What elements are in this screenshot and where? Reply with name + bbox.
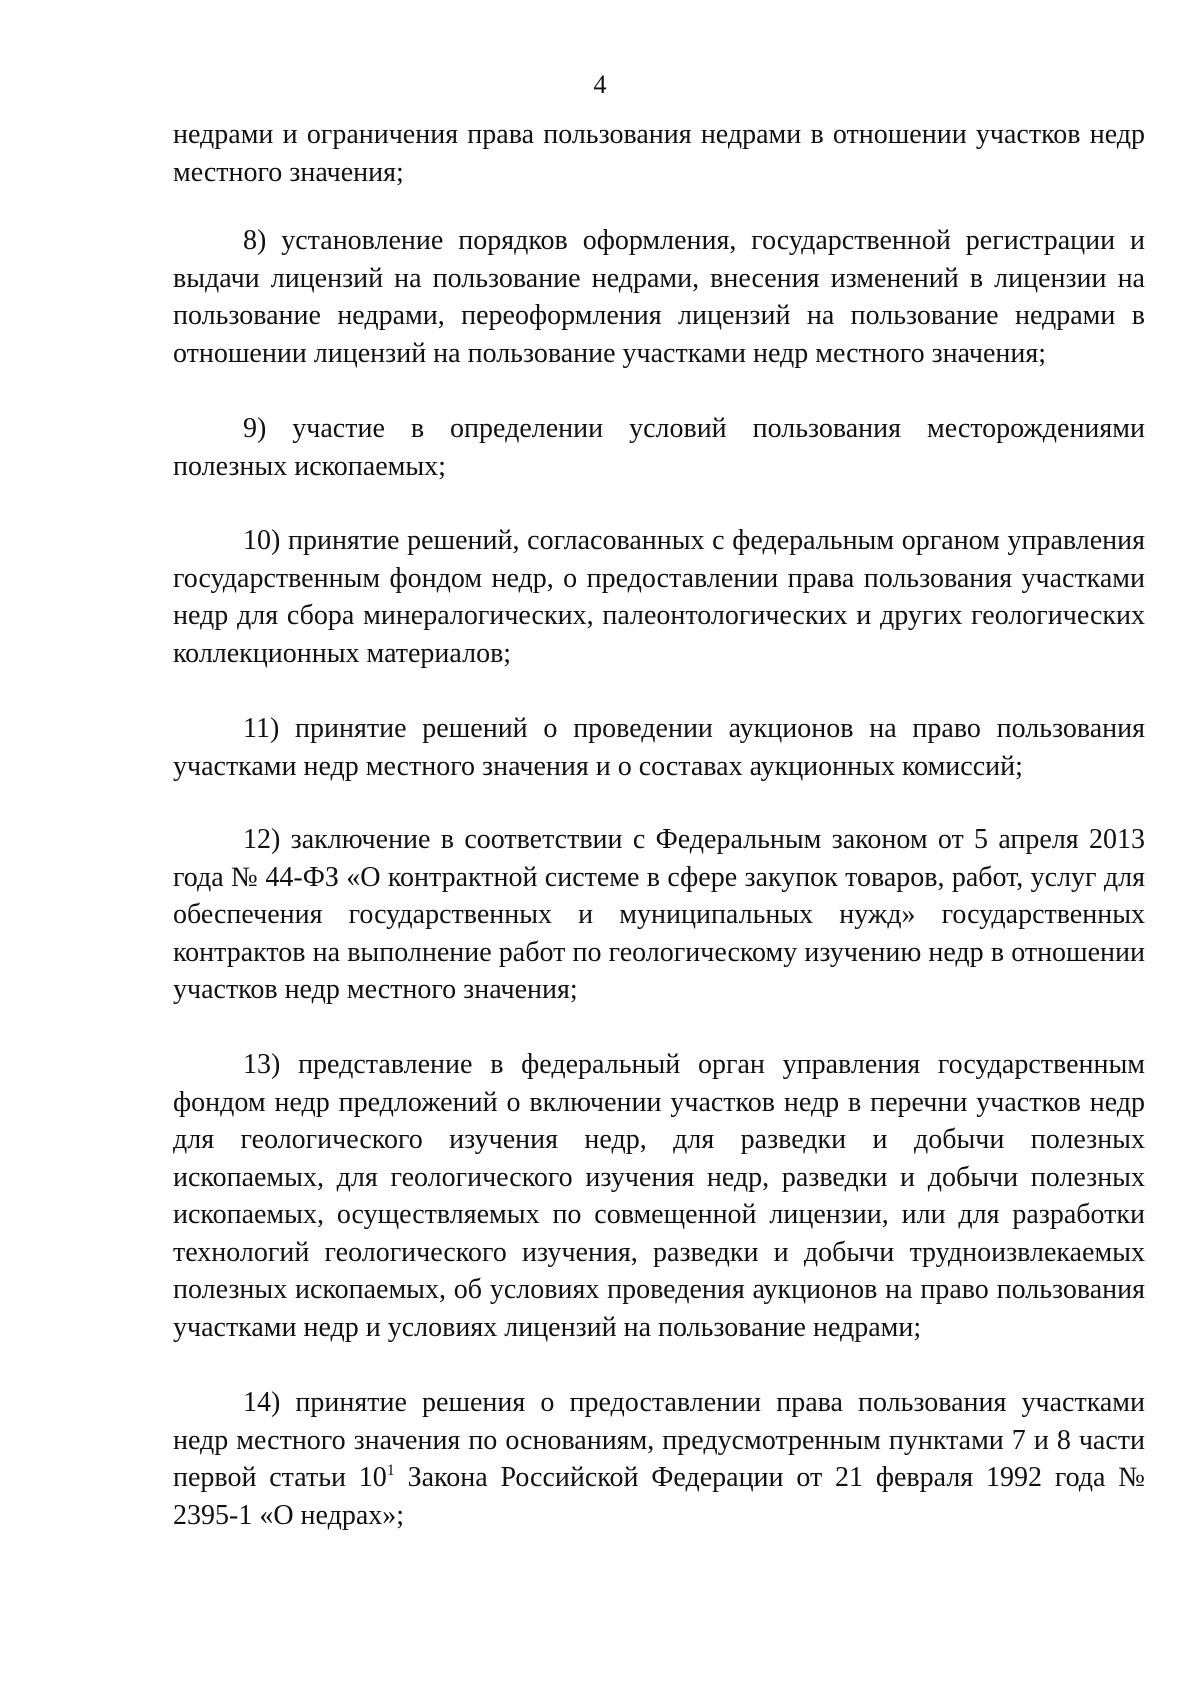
paragraph-item-11: 11) принятие решений о проведении аукционов на право пользования участками недр местного значения и о составах аукционных комиссий;: [173, 713, 1145, 782]
paragraph-item-12: 12) заключение в соответствии с Федеральным законом от 5 апреля 2013 года № 44-ФЗ «О контрактной системе в сфере закупок товаров, работ, услуг для обеспечения государственных и муниципальных нужд» государственных контрактов на выполнение работ по геологическому изучению недр в отношении участков недр местного значения;: [173, 824, 1145, 1005]
page-number: 4: [593, 70, 607, 99]
paragraph-item-8: 8) установление порядков оформления, государственной регистрации и выдачи лицензий на пользование недрами, внесения изменений в лицензии на пользование недрами, переоформления лицензий на пользование недрами в отношении лицензий на пользование участками недр местного значения;: [173, 225, 1145, 369]
paragraph-item-14-text-after: Закона Российской Федерации от 21 февраля 1992 года № 2395-1 «О недрах»;: [173, 1462, 1146, 1531]
paragraph-item-13: 13) представление в федеральный орган управления государственным фондом недр предложений о включении участков недр в перечни участков недр для геологического изучения недр, для разведки и добычи полезных ископаемых, для геологического изучения недр, разведки и добычи полезных ископаемых, осуществляемых по совмещенной лицензии, или для разработки технологий геологического изучения, разведки и добычи трудноизвлекаемых полезных ископаемых, об условиях проведения аукционов на право пользования участками недр и условиях лицензий на пользование недрами;: [173, 1049, 1145, 1343]
paragraph-item-10: 10) принятие решений, согласованных с федеральным органом управления государственным фондом недр, о предоставлении права пользования участками недр для сбора минералогических, палеонтологических и других геологических коллекционных материалов;: [173, 525, 1145, 669]
paragraph-item-14: [173, 1384, 1145, 1534]
paragraph-item-9: 9) участие в определении условий пользования месторождениями полезных ископаемых;: [173, 413, 1145, 482]
article-superscript: 1: [386, 1462, 395, 1479]
paragraph-continuation: недрами и ограничения права пользования недрами в отношении участков недр местного значения;: [173, 119, 1145, 188]
paragraph-item-14-text-before: 14) принятие решения о предоставлении права пользования участками недр местного значения по основаниям, предусмотренным пунктами 7 и 8 части первой статьи 10: [173, 1387, 1145, 1493]
